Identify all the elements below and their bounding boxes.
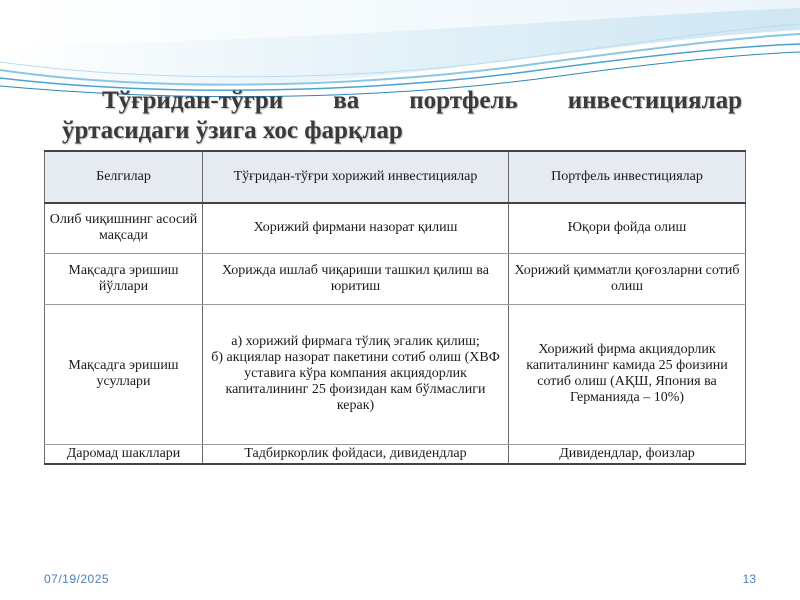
row-label-cell: Даромад шакллари (45, 444, 203, 464)
slide-title (62, 86, 742, 146)
direct-investment-cell (203, 304, 509, 444)
direct-investment-cell: Хорижда ишлаб чиқариши ташкил қилиш ва юритиш (203, 253, 509, 304)
portfolio-investment-cell: Юқори фойда олиш (509, 203, 746, 253)
portfolio-investment-cell: Хорижий қимматли қоғозларни сотиб олиш (509, 253, 746, 304)
footer-date: 07/19/2025 (44, 572, 110, 586)
comparison-table (44, 150, 746, 465)
direct-investment-cell: Тадбиркорлик фойдаси, дивидендлар (203, 444, 509, 464)
method-item-a: а) хорижий фирмага тўлиқ эгалик қилиш; (231, 334, 480, 349)
table-row (45, 253, 746, 304)
slide-number: 13 (742, 572, 756, 586)
header-cell-signs: Белгилар (45, 151, 203, 203)
table-header-row (45, 151, 746, 203)
row-label-cell: Олиб чиқишнинг асосий мақсади (45, 203, 203, 253)
slide-title-line-2: ўртасидаги ўзига хос фарқлар (62, 117, 403, 144)
row-label-cell: Мақсадга эришиш йўллари (45, 253, 203, 304)
direct-investment-cell: Хорижий фирмани назорат қилиш (203, 203, 509, 253)
portfolio-investment-cell: Дивидендлар, фоизлар (509, 444, 746, 464)
slide-title-line-1: Тўғридан-тўғри ва портфель инвестициялар (102, 87, 742, 114)
header-cell-portfolio-investment: Портфель инвестициялар (509, 151, 746, 203)
table-row (45, 203, 746, 253)
row-label-cell: Мақсадга эришиш усуллари (45, 304, 203, 444)
method-item-b: б) акциялар назорат пакетини сотиб олиш (ХВФ уставига кўра компания акциядорлик капиталининг 25 фоизидан кам бўлмаслиги керак) (211, 350, 500, 413)
table-row (45, 444, 746, 464)
header-cell-direct-investment: Тўғридан-тўғри хорижий инвестициялар (203, 151, 509, 203)
portfolio-investment-cell: Хорижий фирма акциядорлик капиталининг камида 25 фоизини сотиб олиш (АҚШ, Япония ва Германияда – 10%) (509, 304, 746, 444)
table-row (45, 304, 746, 444)
